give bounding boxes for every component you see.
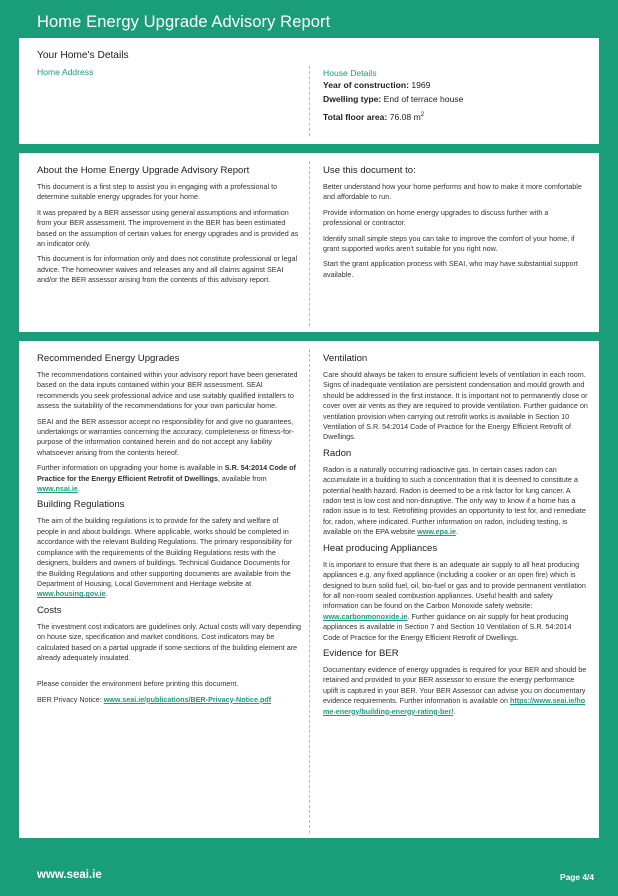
sr-code-of-practice: S.R. 54:2014 Code of Practice for the Energy Efficient Retrofit of Dwellings [37,463,296,483]
sr-text-post: . [77,484,80,494]
home-address-label: Home Address [37,67,94,77]
dwelling-value: End of terrace house [383,93,464,104]
evidence-text-post: . [453,706,456,716]
epa-link[interactable]: www.epa.ie [417,527,457,537]
evidence-text: Documentary evidence of energy upgrades is required for your BER and should be retained and provided to your BER assessor to ensure the energy performance uplift is captured in your BER. Your BER Assessor can advise you on documentary evidence requirements. Further information is available on [323,664,587,706]
ber-rating-link[interactable]: https://www.seai.ie/home-energy/building-energy-rating-ber/ [323,696,586,716]
use-paragraph-1: Better understand how your home performs and how to make it more comfortable and affordable to run. [323,182,582,202]
privacy-notice-link[interactable]: www.seai.ie/publications/BER-Privacy-Notice.pdf [103,694,272,704]
floor-value: 76.08 m [389,111,421,122]
nsai-link[interactable]: www.nsai.ie [37,484,78,494]
costs-heading: Costs [37,604,62,616]
year-label: Year of construction: [323,80,409,90]
radon-text: Radon is a naturally occurring radioactive gas. In certain cases radon can accumulate in a building to such a concentration that it is deemed to constitute a potential health hazard. Radon is deemed to be a risk factor for lung cancer. A radon test is low cost and non-disruptive. The only way to know if a home has a radon issue is to test. Retrofitting provides an opportunity to test for, and remediate for, radon, where indicated. Further information on radon, including testing, is available on the EPA website [323,464,586,537]
about-paragraph-1: This document is a first step to assist you in engaging with a professional to determine suitable energy upgrades for your home. [37,182,278,202]
use-paragraph-4: Start the grant application process with SEAI, who may have substantial support available. [323,259,578,279]
ventilation-paragraph: Care should always be taken to ensure sufficient levels of ventilation in each room. Signs of inadequate ventilation are persistent condensation and mould growth and should be addressed in the first instance. It is important not to permanently close or cover over air vents as they are required to provide ventilation. Further guidance on ventilation provision when carrying out retrofit works is available in Section 10 Ventilation of S.R. 54:2014 Code of Practice for the Energy Efficient Retrofit of Dwellings. [323,370,588,442]
evidence-paragraph [323,665,589,717]
housing-link[interactable]: www.housing.gov.ie [37,589,106,599]
heat-text: It is important to ensure that there is an adequate air supply to all heat producing appliances e.g. any fixed appliance (including a cooker or an open fire) which is designed to burn solid fuel, oil, bio-fuel or gas and to provide permanent ventilation for all non-room sealed combustion appliances. Useful health and safety information can be found on the Carbon Monoxide safety website: [323,559,586,611]
building-regulations-heading: Building Regulations [37,499,125,511]
about-paragraph-3: This document is for information only and does not constitute professional or legal advice. The homeowner waives and releases any and all claims against SEAI and/or the BER assessor arising from the contents of this advisory report. [37,254,298,285]
recommended-paragraph-2: SEAI and the BER assessor accept no responsibility for and give no guarantees, undertakings or warranties concerning the accuracy, completeness or fitness-for-purpose of the information contained herein and do not accept any liability whatsoever arising from the contents hereof. [37,416,294,457]
recommended-upgrades-heading: Recommended Energy Upgrades [37,353,180,364]
radon-paragraph [323,465,589,538]
home-details-panel [19,38,599,144]
sr-text-mid: , available from [217,473,267,483]
use-heading: Use this document to: [323,165,416,176]
use-paragraph-2: Provide information on home energy upgrades to discuss further with a professional or contractor. [323,207,549,228]
page-number: Page 4/4 [560,872,594,882]
year-of-construction [323,79,589,93]
heat-text-post: . Further guidance on air supply for heat producing appliances is available in Section 7 and Section 10 Ventilation of S.R. 54:2014 Code of Practice for the Energy Efficient Retrofit of Dwellings. [323,611,572,642]
report-title: Home Energy Upgrade Advisory Report [37,13,331,31]
about-panel [19,153,599,332]
dwelling-label: Dwelling type: [323,93,382,104]
year-value: 1969 [411,80,431,90]
total-floor-area [323,109,589,124]
building-regulations-paragraph [37,516,301,599]
recommended-paragraph-3 [37,463,301,494]
privacy-label: BER Privacy Notice: [37,694,104,704]
radon-heading: Radon [323,447,352,459]
sr-text-pre: Further information on upgrading your home is available in [37,463,225,473]
building-text-post: . [105,589,108,599]
radon-text-post: . [456,527,459,537]
privacy-notice [37,695,301,705]
recommendations-panel [19,341,599,838]
house-details-label: House Details [323,68,377,78]
footer-website[interactable]: www.seai.ie [37,869,102,881]
recommended-paragraph-1: The recommendations contained within your advisory report have been generated based on the data inputs contained within your BER assessment. SEAI recommends you seek professional advice and use suitably qualified installers to assess the suitability of the recommendations for your own particular home. [37,370,298,411]
about-paragraph-2: It was prepared by a BER assessor using general assumptions and information from your BER assessment. The improvement in the BER has been estimated based on the assumption of certain values for energy upgrades and is provided as an indicator only. [37,207,299,249]
about-heading: About the Home Energy Upgrade Advisory Report [37,165,250,176]
carbon-monoxide-link[interactable]: www.carbonmonoxide.ie [323,611,408,621]
home-details-heading: Your Home's Details [37,50,129,61]
environment-note: Please consider the environment before printing this document. [37,679,239,689]
floor-unit-sup: 2 [420,112,425,118]
heat-appliances-paragraph [323,560,589,643]
evidence-heading: Evidence for BER [323,647,399,659]
floor-label: Total floor area: [323,111,388,122]
use-paragraph-3: Identify small simple steps you can take to improve the comfort of your home, if grant supported works aren't suitable for you right now. [323,233,575,254]
heat-appliances-heading: Heat producing Appliances [323,542,438,554]
dwelling-type [323,93,589,107]
ventilation-heading: Ventilation [323,353,368,364]
costs-paragraph: The investment cost indicators are guidelines only. Actual costs will vary depending on house size, specification and market conditions. Cost indicators may be calculated based on a partial upgrade if some sections of the building element are already adequately insulated. [37,621,301,662]
building-text: The aim of the building regulations is to provide for the safety and welfare of people in and about buildings. Where applicable, works should be completed in accordance with the relevant Building Regulations. The primary responsibility for compliance with the requirements of the Building Regulations rests with the designers, builders and owners of buildings. Technical Guidance Documents for the Building Regulations and other supporting documents are available from the Department of Housing, Local Government and Heritage website at [37,516,293,588]
